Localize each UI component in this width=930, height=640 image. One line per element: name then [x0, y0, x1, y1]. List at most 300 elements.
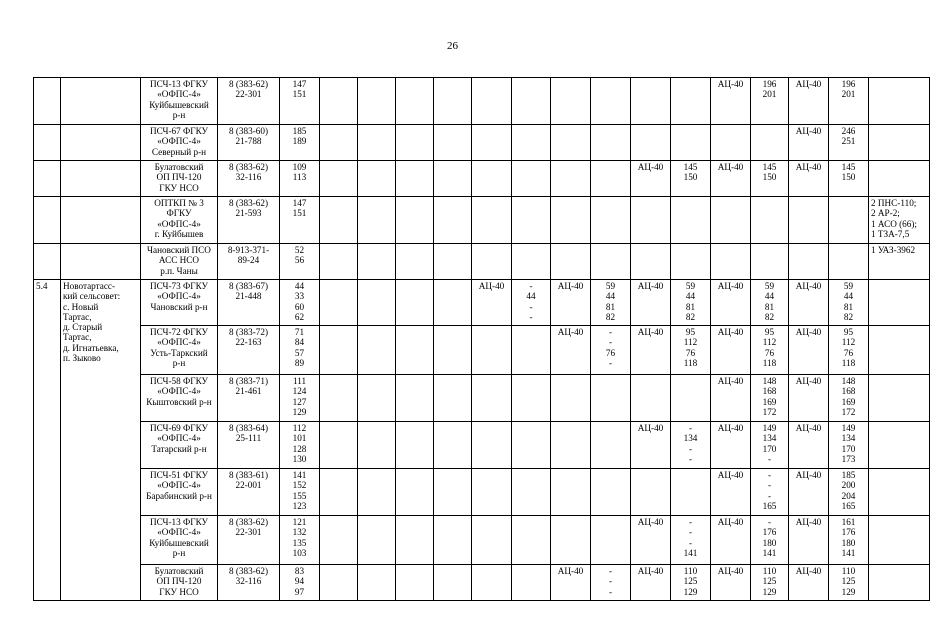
equipment-cell — [789, 197, 829, 244]
cell-line: 81 — [685, 301, 696, 312]
equipment-cell — [631, 197, 671, 244]
equipment-cell — [396, 422, 434, 469]
cell-line: «ОФПС-4» — [157, 89, 201, 100]
equipment-cell — [711, 422, 751, 469]
cell-line: 33 — [294, 291, 305, 302]
equipment-cell — [551, 565, 591, 601]
fire-unit-cell — [141, 244, 218, 280]
equipment-cell — [358, 565, 396, 601]
equipment-cell — [512, 244, 551, 280]
equipment-cell — [551, 469, 591, 516]
equipment-cell — [751, 125, 789, 161]
cell-line: 196 — [841, 79, 856, 89]
equipment-cell — [789, 375, 829, 422]
cell-line: 89 — [294, 357, 305, 368]
item-number-cell — [34, 125, 61, 161]
cell-line: 155 — [292, 490, 307, 501]
equipment-cell — [551, 161, 591, 197]
cell-line: АЦ-40 — [717, 281, 744, 291]
cell-line: 141 — [762, 547, 777, 558]
fire-unit-cell — [141, 565, 218, 601]
equipment-cell — [551, 78, 591, 125]
cell-line: ПСЧ-73 ФГКУ — [149, 281, 209, 291]
cell-line: 22-301 — [235, 89, 262, 100]
cell-line: «ОФПС-4» — [157, 480, 201, 491]
cell-line: 62 — [294, 311, 305, 322]
cell-line: 1 ТЗА-7,5 — [871, 228, 910, 239]
arrival-time-cell — [280, 375, 320, 422]
cell-line: 196 — [762, 79, 777, 89]
equipment-cell — [472, 161, 512, 197]
equipment-cell — [434, 280, 472, 326]
phone-cell — [218, 516, 280, 565]
equipment-cell — [472, 375, 512, 422]
cell-line: 83 — [294, 566, 305, 576]
cell-line: 8 (383-72) — [228, 327, 269, 337]
cell-line: 44 — [843, 291, 854, 302]
equipment-cell — [789, 422, 829, 469]
equipment-cell — [751, 161, 789, 197]
cell-line: 129 — [841, 586, 856, 597]
cell-line: 82 — [843, 311, 854, 322]
arrival-time-cell — [280, 422, 320, 469]
cell-line: Булатовский — [154, 566, 204, 576]
cell-line: 112 — [292, 423, 307, 433]
cell-line: АЦ-40 — [717, 376, 744, 386]
equipment-cell — [512, 326, 551, 375]
special-equipment-cell — [869, 125, 930, 161]
equipment-cell — [751, 565, 789, 601]
equipment-cell — [396, 78, 434, 125]
cell-line: АЦ-40 — [717, 423, 744, 433]
equipment-cell — [591, 326, 631, 375]
cell-line: АЦ-40 — [717, 470, 744, 480]
item-number-cell — [34, 244, 61, 280]
cell-line: - — [608, 566, 613, 576]
cell-line: 44 — [294, 281, 305, 291]
cell-line: г. Куйбышев — [154, 228, 204, 239]
cell-line: АЦ-40 — [637, 517, 664, 527]
cell-line: - — [608, 337, 613, 348]
cell-line: 125 — [762, 576, 777, 587]
phone-cell — [218, 125, 280, 161]
settlement-cell — [61, 78, 141, 125]
cell-line: ПСЧ-13 ФГКУ — [149, 79, 209, 89]
cell-line: ОП ПЧ-120 — [156, 172, 202, 183]
cell-line: АЦ-40 — [637, 162, 664, 172]
equipment-cell — [434, 78, 472, 125]
equipment-cell — [591, 565, 631, 601]
equipment-cell — [472, 469, 512, 516]
cell-line: 8 (383-62) — [228, 566, 269, 576]
cell-line: 134 — [683, 433, 698, 444]
equipment-cell — [358, 422, 396, 469]
cell-line: «ОФПС-4» — [157, 386, 201, 397]
table-row — [34, 422, 930, 469]
item-number-cell: 5.4 — [34, 280, 61, 601]
fire-unit-cell — [141, 422, 218, 469]
equipment-cell — [789, 516, 829, 565]
equipment-cell — [711, 244, 751, 280]
cell-line: 127 — [292, 396, 307, 407]
cell-line: 8-913-371- — [227, 245, 270, 255]
cell-line: - — [688, 527, 693, 538]
equipment-cell — [358, 78, 396, 125]
cell-line: 152 — [292, 480, 307, 491]
fire-unit-cell — [141, 161, 218, 197]
equipment-cell — [591, 197, 631, 244]
equipment-cell — [320, 78, 358, 125]
cell-line: 151 — [292, 208, 307, 219]
cell-line: 111 — [292, 376, 307, 386]
equipment-cell — [358, 469, 396, 516]
cell-line: «ОФПС-4» — [157, 136, 201, 147]
cell-line: АЦ-40 — [717, 566, 744, 576]
arrival-time-cell — [280, 244, 320, 280]
table-row — [34, 469, 930, 516]
equipment-cell — [751, 280, 789, 326]
equipment-cell — [434, 375, 472, 422]
phone-cell — [218, 375, 280, 422]
phone-cell — [218, 422, 280, 469]
phone-cell — [218, 78, 280, 125]
equipment-cell — [512, 469, 551, 516]
fire-unit-cell — [141, 516, 218, 565]
cell-line: - — [529, 301, 533, 312]
equipment-cell — [591, 244, 631, 280]
equipment-cell — [472, 326, 512, 375]
equipment-cell — [751, 422, 789, 469]
cell-line: - — [529, 281, 533, 291]
table-row — [34, 125, 930, 161]
table-row — [34, 197, 930, 244]
equipment-cell — [829, 565, 869, 601]
table-row — [34, 516, 930, 565]
equipment-cell — [512, 161, 551, 197]
cell-line: 172 — [762, 406, 777, 417]
cell-line: АЦ-40 — [717, 327, 744, 337]
equipment-cell — [320, 516, 358, 565]
equipment-cell — [320, 375, 358, 422]
cell-line: ОП ПЧ-120 — [156, 576, 202, 587]
cell-line: АЦ-40 — [637, 327, 664, 337]
equipment-cell — [358, 197, 396, 244]
cell-line: 148 — [841, 376, 856, 386]
cell-line: 21-448 — [235, 291, 262, 302]
special-equipment-cell — [869, 565, 930, 601]
equipment-cell — [512, 516, 551, 565]
table-row — [34, 280, 930, 326]
cell-line: 201 — [762, 89, 777, 100]
equipment-cell — [671, 375, 711, 422]
cell-line: с. Новый — [63, 301, 99, 312]
cell-line: 129 — [762, 586, 777, 597]
equipment-cell — [591, 375, 631, 422]
cell-line: АЦ-40 — [637, 423, 664, 433]
cell-line: АЦ-40 — [795, 281, 822, 291]
cell-line: АЦ-40 — [717, 517, 744, 527]
arrival-time-cell — [280, 280, 320, 326]
equipment-cell — [711, 375, 751, 422]
cell-line: 118 — [683, 357, 698, 368]
cell-line: 147 — [292, 79, 307, 89]
phone-cell — [218, 244, 280, 280]
cell-line: «ОФПС-4» — [157, 218, 201, 229]
cell-line: 176 — [841, 527, 856, 538]
equipment-cell — [751, 78, 789, 125]
cell-line: 44 — [526, 291, 536, 302]
arrival-time-cell — [280, 197, 320, 244]
cell-line: 95 — [764, 327, 775, 337]
equipment-cell — [320, 469, 358, 516]
equipment-cell — [396, 244, 434, 280]
settlement-cell — [61, 125, 141, 161]
equipment-cell — [711, 565, 751, 601]
cell-line: ОПТКП № 3 — [154, 198, 204, 208]
cell-line: 8 (383-62) — [228, 198, 269, 208]
equipment-cell — [358, 125, 396, 161]
equipment-cell — [829, 280, 869, 326]
cell-line: 123 — [292, 500, 307, 511]
cell-line: - — [608, 586, 613, 597]
equipment-cell — [631, 565, 671, 601]
cell-line: 59 — [685, 281, 696, 291]
equipment-cell — [591, 125, 631, 161]
equipment-cell — [472, 280, 512, 326]
cell-line: Барабинский р-н — [146, 490, 212, 501]
cell-line: Северный р-н — [151, 146, 207, 157]
fire-unit-cell — [141, 280, 218, 326]
equipment-cell — [631, 469, 671, 516]
equipment-cell — [512, 78, 551, 125]
cell-line: АЦ-40 — [795, 517, 822, 527]
arrival-time-cell — [280, 161, 320, 197]
cell-line: 151 — [292, 89, 307, 100]
equipment-cell — [434, 469, 472, 516]
cell-line: АЦ-40 — [795, 327, 822, 337]
equipment-cell — [789, 280, 829, 326]
special-equipment-cell — [869, 326, 930, 375]
table-row — [34, 326, 930, 375]
equipment-cell — [751, 244, 789, 280]
cell-line: ГКУ НСО — [159, 182, 199, 193]
cell-line: 94 — [294, 576, 305, 587]
equipment-cell — [631, 125, 671, 161]
equipment-cell — [512, 197, 551, 244]
equipment-cell — [829, 375, 869, 422]
cell-line: - — [767, 517, 772, 527]
cell-line: 56 — [294, 255, 305, 266]
equipment-cell — [320, 422, 358, 469]
cell-line: 185 — [292, 126, 307, 136]
cell-line: 32-116 — [235, 172, 262, 183]
cell-line: 101 — [292, 433, 307, 444]
equipment-cell — [320, 280, 358, 326]
equipment-cell — [631, 516, 671, 565]
equipment-cell — [434, 125, 472, 161]
cell-line: 76 — [605, 347, 616, 358]
equipment-cell — [472, 244, 512, 280]
equipment-cell — [829, 326, 869, 375]
cell-line: «ОФПС-4» — [157, 527, 201, 538]
equipment-cell — [591, 516, 631, 565]
equipment-cell — [591, 161, 631, 197]
phone-cell — [218, 197, 280, 244]
cell-line: 110 — [841, 566, 856, 576]
cell-line: 21-593 — [235, 208, 262, 219]
cell-line: 118 — [762, 357, 777, 368]
cell-line: 145 — [683, 162, 698, 172]
cell-line: 145 — [762, 162, 777, 172]
fire-unit-cell — [141, 197, 218, 244]
cell-line: АЦ-40 — [795, 423, 822, 433]
cell-line: 150 — [683, 172, 698, 183]
cell-line: 8 (383-61) — [228, 470, 269, 480]
equipment-cell — [396, 565, 434, 601]
arrival-time-cell — [280, 78, 320, 125]
special-equipment-cell — [869, 280, 930, 326]
equipment-cell — [711, 78, 751, 125]
equipment-cell — [434, 161, 472, 197]
cell-line: - — [688, 453, 693, 464]
cell-line: 8 (383-64) — [228, 423, 269, 433]
special-equipment-cell — [869, 161, 930, 197]
cell-line: 76 — [764, 347, 775, 358]
special-equipment-cell — [869, 375, 930, 422]
equipment-cell — [631, 326, 671, 375]
cell-line: АЦ-40 — [637, 566, 664, 576]
cell-line: ПСЧ-72 ФГКУ — [149, 327, 209, 337]
equipment-cell — [671, 197, 711, 244]
cell-line: 82 — [764, 311, 775, 322]
phone-cell — [218, 280, 280, 326]
cell-line: «ОФПС-4» — [157, 433, 201, 444]
cell-line: 141 — [683, 547, 698, 558]
cell-line: 135 — [292, 537, 307, 548]
cell-line: - — [529, 311, 533, 322]
equipment-cell — [751, 469, 789, 516]
equipment-cell — [434, 565, 472, 601]
cell-line: 246 — [841, 126, 856, 136]
cell-line: 25-111 — [235, 433, 262, 444]
cell-line: 2 АР-2; — [871, 208, 900, 219]
cell-line: Усть-Таркский — [150, 347, 208, 358]
cell-line: АЦ-40 — [795, 79, 822, 89]
equipment-cell — [396, 125, 434, 161]
cell-line: 204 — [841, 490, 856, 501]
equipment-cell — [829, 469, 869, 516]
page-number: 26 — [447, 40, 458, 52]
cell-line: 180 — [841, 537, 856, 548]
cell-line: ПСЧ-51 ФГКУ — [149, 470, 209, 480]
equipment-cell — [829, 161, 869, 197]
cell-line: - — [767, 453, 772, 464]
phone-cell — [218, 161, 280, 197]
cell-line: 21-461 — [235, 386, 262, 397]
cell-line: д. Игнатьевка, — [63, 342, 119, 353]
cell-line: 22-163 — [235, 337, 262, 348]
equipment-cell — [829, 244, 869, 280]
equipment-cell — [512, 280, 551, 326]
cell-line: Чановский ПСО — [147, 245, 211, 255]
equipment-cell — [631, 244, 671, 280]
cell-line: 134 — [762, 433, 777, 444]
cell-line: - — [608, 357, 613, 368]
cell-line: р.п. Чаны — [160, 265, 198, 276]
cell-line: АЦ-40 — [557, 327, 584, 337]
cell-line: - — [688, 537, 693, 548]
cell-line: 150 — [841, 172, 856, 183]
cell-line: 8 (383-60) — [228, 126, 269, 136]
equipment-cell — [631, 375, 671, 422]
cell-line: Тартас, — [63, 332, 92, 343]
equipment-cell — [396, 326, 434, 375]
cell-line: 32-116 — [235, 576, 262, 587]
equipment-cell — [631, 280, 671, 326]
equipment-cell — [320, 161, 358, 197]
equipment-cell — [551, 375, 591, 422]
item-number-cell — [34, 78, 61, 125]
cell-line: 59 — [843, 281, 854, 291]
special-equipment-cell — [869, 244, 930, 280]
cell-line: 1 АСО (66); — [871, 218, 917, 229]
equipment-cell — [358, 161, 396, 197]
cell-line: АЦ-40 — [795, 376, 822, 386]
cell-line: 112 — [841, 337, 856, 348]
cell-line: 103 — [292, 547, 307, 558]
cell-line: 81 — [605, 301, 616, 312]
cell-line: 81 — [764, 301, 775, 312]
equipment-cell — [631, 78, 671, 125]
cell-line: Булатовский — [154, 162, 204, 172]
cell-line: 251 — [841, 136, 856, 147]
equipment-cell — [829, 197, 869, 244]
cell-line: ПСЧ-67 ФГКУ — [149, 126, 209, 136]
equipment-cell — [789, 326, 829, 375]
cell-line: ГКУ НСО — [159, 586, 199, 597]
equipment-cell — [711, 197, 751, 244]
equipment-cell — [789, 125, 829, 161]
equipment-cell — [358, 244, 396, 280]
equipment-cell — [711, 280, 751, 326]
cell-line: ПСЧ-69 ФГКУ — [149, 423, 209, 433]
equipment-cell — [671, 469, 711, 516]
equipment-cell — [751, 197, 789, 244]
cell-line: Кыштовский р-н — [146, 396, 212, 407]
cell-line: 97 — [294, 586, 305, 597]
equipment-cell — [671, 78, 711, 125]
equipment-cell — [829, 125, 869, 161]
equipment-cell — [434, 197, 472, 244]
equipment-cell — [396, 516, 434, 565]
cell-line: 165 — [762, 500, 777, 511]
cell-line: 112 — [762, 337, 777, 348]
phone-cell — [218, 469, 280, 516]
equipment-cell — [551, 125, 591, 161]
equipment-cell — [671, 280, 711, 326]
cell-line: 59 — [605, 281, 616, 291]
cell-line: 76 — [843, 347, 854, 358]
cell-line: 149 — [841, 423, 856, 433]
equipment-cell — [396, 197, 434, 244]
equipment-cell — [711, 125, 751, 161]
cell-line: - — [767, 470, 772, 480]
cell-line: - — [688, 517, 693, 527]
cell-line: 8 (383-62) — [228, 79, 269, 89]
equipment-cell — [789, 244, 829, 280]
cell-line: - — [688, 443, 693, 454]
cell-line: ПСЧ-58 ФГКУ — [149, 376, 209, 386]
